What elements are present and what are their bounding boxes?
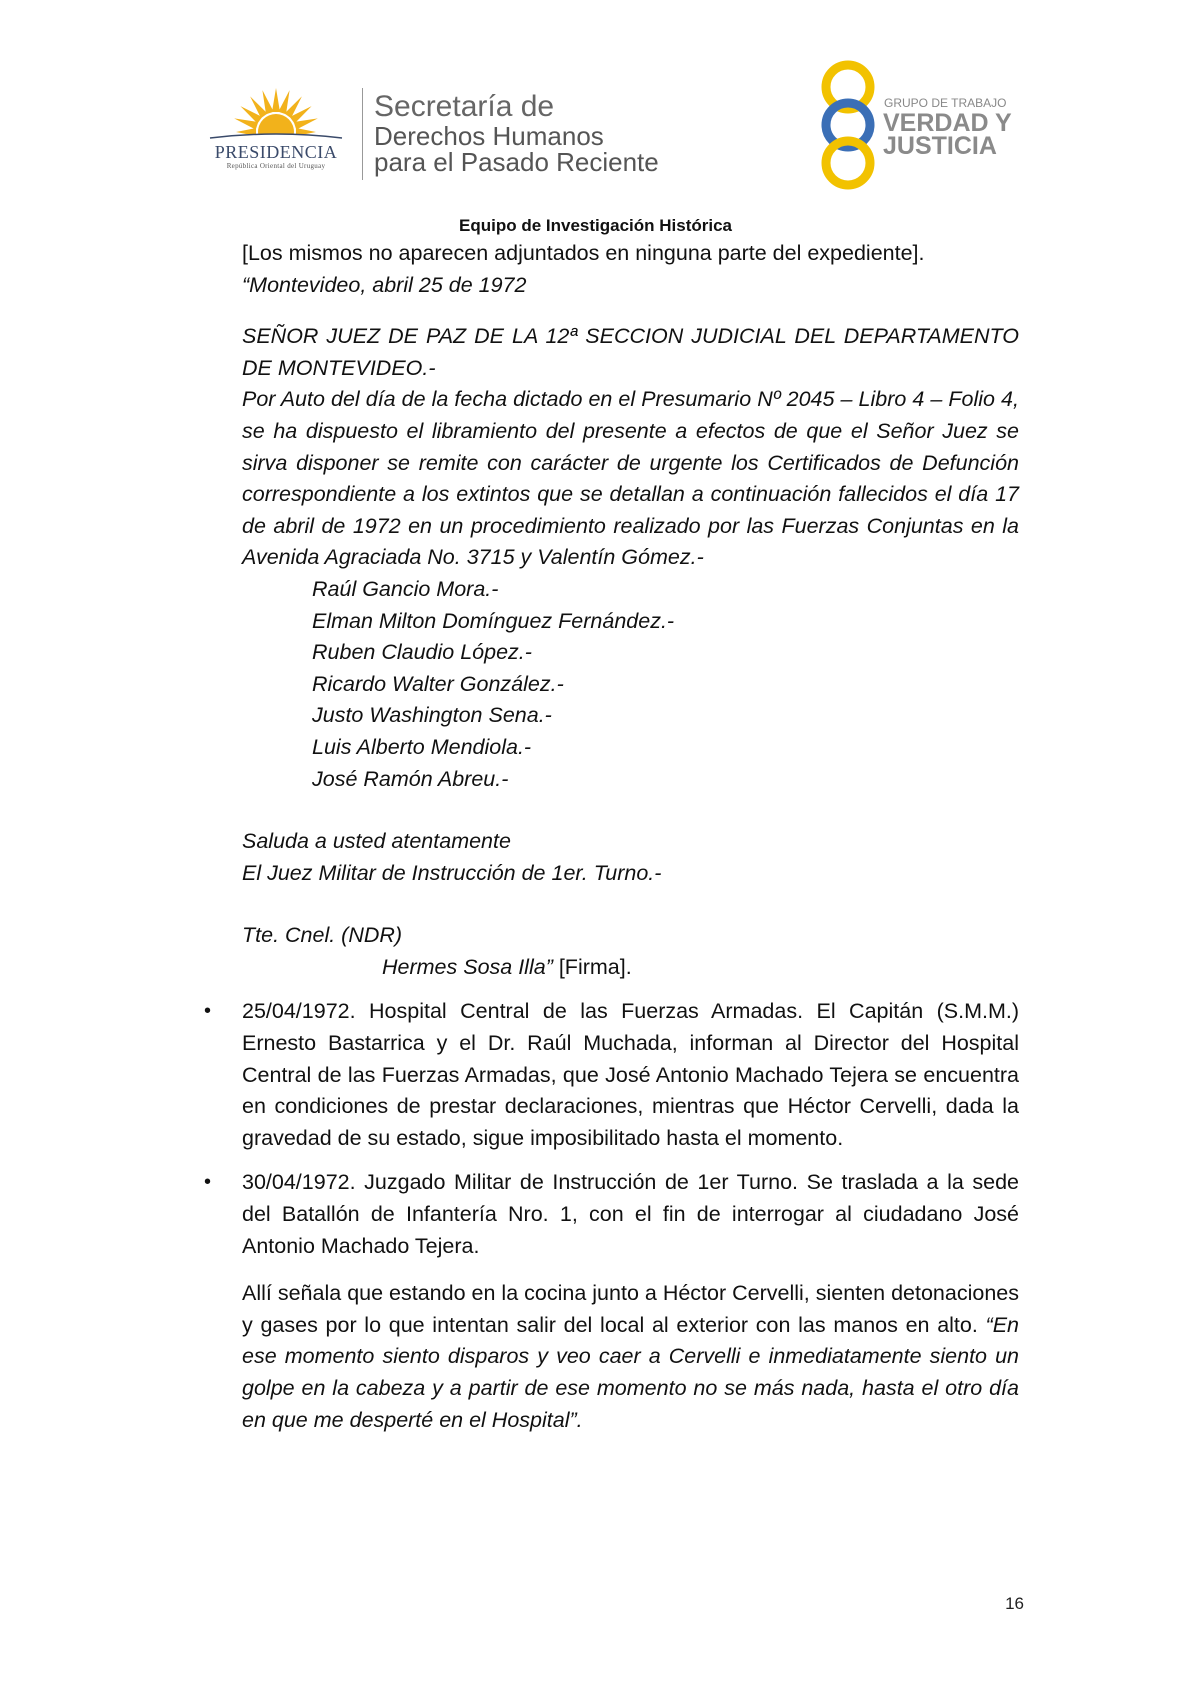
testimony-paragraph: [242, 1278, 1019, 1436]
presidencia-label: PRESIDENCIA: [214, 142, 338, 162]
presidencia-sublabel: República Oriental del Uruguay: [226, 162, 326, 170]
signer-title: El Juez Militar de Instrucción de 1er. Turno.-: [242, 860, 662, 885]
list-item: [204, 996, 1019, 1154]
list-item: Ruben Claudio López.-: [312, 640, 532, 665]
verdad-justicia-rings-icon: [808, 60, 888, 190]
page-header: [0, 0, 1191, 235]
list-item: Ricardo Walter González.-: [312, 671, 564, 696]
names-list: [242, 574, 1019, 795]
grupo-trabajo-label: GRUPO DE TRABAJO: [884, 96, 1007, 110]
list-item: Justo Washington Sena.-: [312, 703, 552, 728]
bullet-icon: •: [204, 1000, 212, 1023]
closing-salutation: Saluda a usted atentamente: [242, 829, 511, 854]
letter-date: “Montevideo, abril 25 de 1972: [242, 272, 527, 297]
bullet-icon: •: [204, 1171, 212, 1194]
signer-name: Hermes Sosa Illa”: [382, 954, 553, 979]
document-body: [204, 238, 1019, 1436]
list-item: Elman Milton Domínguez Fernández.-: [312, 608, 675, 633]
bullet-text: 30/04/1972. Juzgado Militar de Instrucción de 1er Turno. Se traslada a la sede del Batallón de Infantería Nro. 1, con el fin de interrogar al ciudadano José Antonio Machado Tejera.: [242, 1170, 1019, 1258]
bullet-text: 25/04/1972. Hospital Central de las Fuerzas Armadas. El Capitán (S.M.M.) Ernesto Bastarrica y el Dr. Raúl Muchada, informan al Director del Hospital Central de las Fuerzas Armadas, que José Antonio Machado Tejera se encuentra en condiciones de prestar declaraciones, mientras que Héctor Cervelli, dada la gravedad de su estado, sigue imposibilitado hasta el momento.: [242, 999, 1019, 1150]
letter-body: Por Auto del día de la fecha dictado en el Presumario Nº 2045 – Libro 4 – Folio 4, se ha dispuesto el libramiento del presente a efectos de que el Señor Juez se sirva disponer se remite con carácter de urgente los Certificados de Defunción correspondiente a los extintos que se detallan a continuación fallecidos el día 17 de abril de 1972 en un procedimiento realizado por las Fuerzas Conjuntas en la Avenida Agraciada No. 3715 y Valentín Gómez.-: [242, 387, 1019, 570]
secretaria-line-1: Secretaría de: [374, 90, 555, 123]
header-divider: [362, 88, 363, 180]
letter-addressee: SEÑOR JUEZ DE PAZ DE LA 12ª SECCION JUDICIAL DEL DEPARTAMENTO DE MONTEVIDEO.-: [242, 324, 1019, 380]
list-item: José Ramón Abreu.-: [312, 766, 509, 791]
list-item: Raúl Gancio Mora.-: [312, 576, 499, 601]
team-title: Equipo de Investigación Histórica: [459, 216, 732, 235]
list-item: [204, 1167, 1019, 1262]
justicia-label: JUSTICIA: [883, 132, 997, 160]
secretaria-line-3: para el Pasado Reciente: [374, 147, 659, 177]
verdad-label: VERDAD Y: [883, 109, 1012, 137]
signer-name-line: [242, 952, 1019, 984]
signature-note: [Firma].: [552, 954, 632, 979]
intro-paragraph: [Los mismos no aparecen adjuntados en ninguna parte del expediente].: [242, 241, 925, 265]
secretaria-line-2: Derechos Humanos: [374, 121, 604, 151]
testimony-text: Allí señala que estando en la cocina junto a Héctor Cervelli, sienten detonaciones y gases por lo que intentan salir del local al exterior con las manos en alto.: [242, 1281, 1019, 1337]
signer-rank: Tte. Cnel. (NDR): [242, 923, 403, 948]
page-number: 16: [1005, 1594, 1024, 1613]
list-item: Luis Alberto Mendiola.-: [312, 734, 532, 759]
testimony-quote: “En ese momento siento disparos y veo caer a Cervelli e inmediatamente siento un golpe en la cabeza y a partir de ese momento no se más nada, hasta el otro día en que me desperté en el Hospital”.: [242, 1312, 1019, 1432]
